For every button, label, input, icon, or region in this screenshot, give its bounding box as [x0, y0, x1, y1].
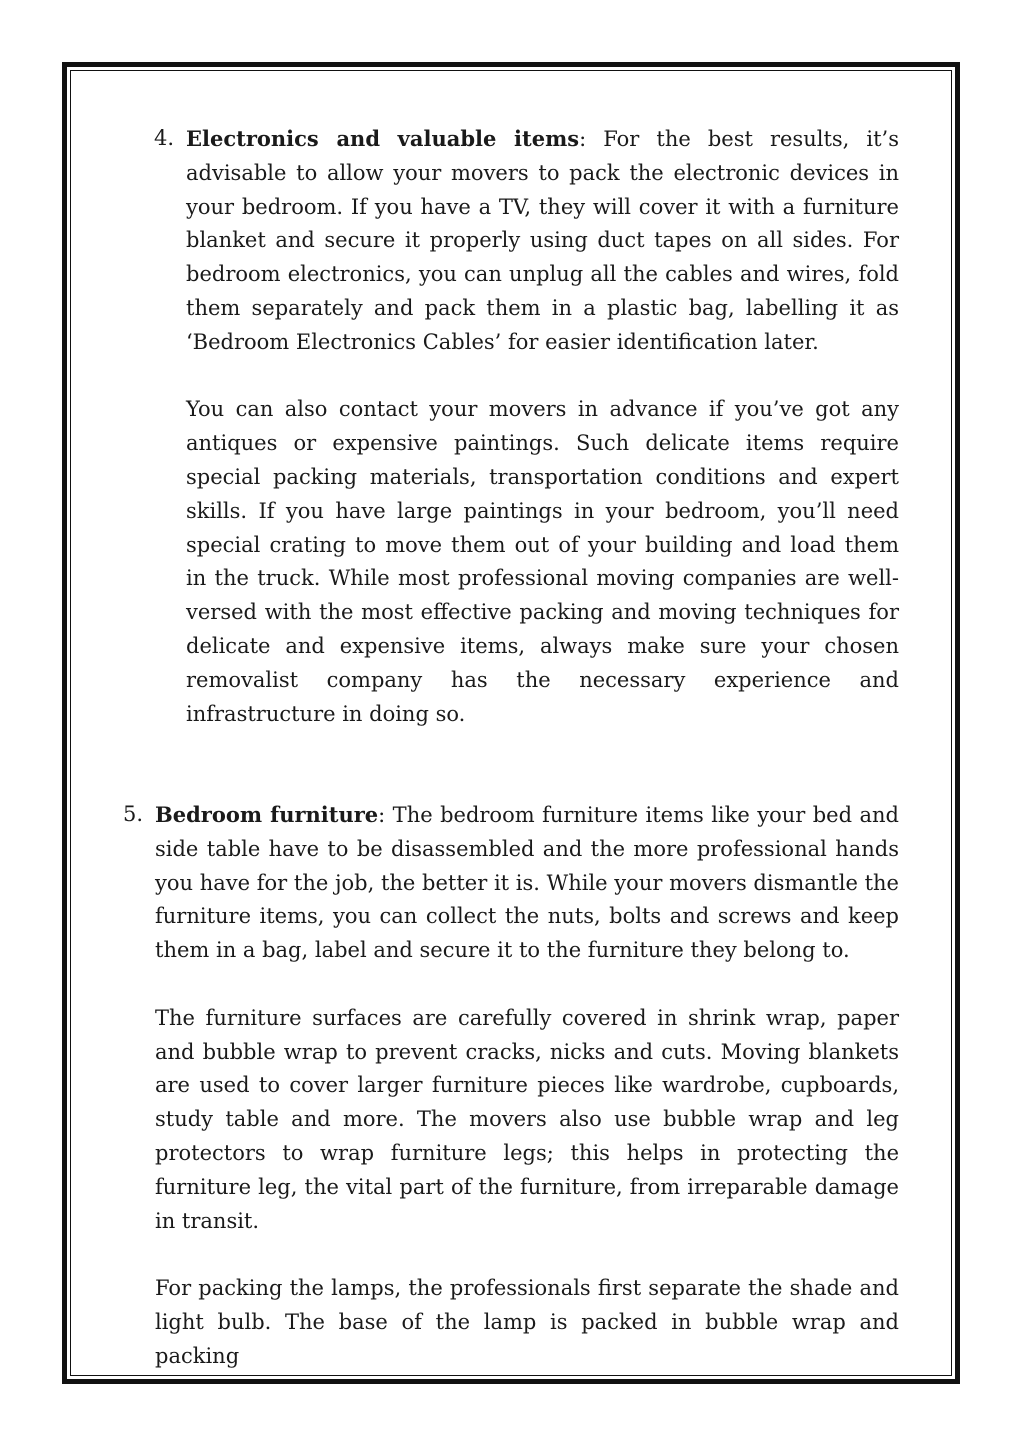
paragraph-text: : The bedroom furniture items like your bed and side table have to be disassembled and the more professional hands you have for the job, the better it is. While your movers dismantle the furniture items, you can collect the nuts, bolts and screws and keep them in a bag, label and secure it to the furniture they belong to. — [155, 803, 899, 963]
paragraph — [186, 122, 899, 360]
item-heading: Electronics and valuable items — [186, 126, 580, 151]
item-heading: Bedroom furniture — [155, 802, 379, 827]
paragraph-text: : For the best results, it’s advisable to allow your movers to pack the electronic devices in your bedroom. If you have a TV, they will cover it with a furniture blanket and secure it properly using duct tapes on all sides. For bedroom electronics, you can unplug all the cables and wires, fold them separately and pack them in a plastic bag, labelling it as ‘Bedroom Electronics Cables’ for easier identification later. — [186, 127, 899, 354]
paragraph: For packing the lamps, the professionals first separate the shade and light bulb. The base of the lamp is packed in bubble wrap and packing — [155, 1276, 899, 1368]
list-item-bedroom-furniture — [123, 798, 899, 1374]
list-number: 4. — [154, 126, 175, 150]
list-item-electronics — [154, 122, 899, 731]
paragraph: You can also contact your movers in advance if you’ve got any antiques or expensive paintings. Such delicate items require special packing materials, transportation conditions and expert skills. If you have large paintings in your bedroom, you’ll need special crating to move them out of your building and load them in the truck. While most professional moving companies are well-versed with the most effective packing and moving techniques for delicate and expensive items, always make sure your chosen removalist company has the necessary experience and infrastructure in doing so. — [186, 397, 899, 726]
paragraph: The furniture surfaces are carefully covered in shrink wrap, paper and bubble wrap to prevent cracks, nicks and cuts. Moving blankets are used to cover larger furniture pieces like wardrobe, cupboards, study table and more. The movers also use bubble wrap and leg protectors to wrap furniture legs; this helps in protecting the furniture leg, the vital part of the furniture, from irreparable damage in transit. — [155, 1005, 899, 1233]
list-number: 5. — [123, 802, 144, 826]
paragraph — [155, 798, 899, 968]
